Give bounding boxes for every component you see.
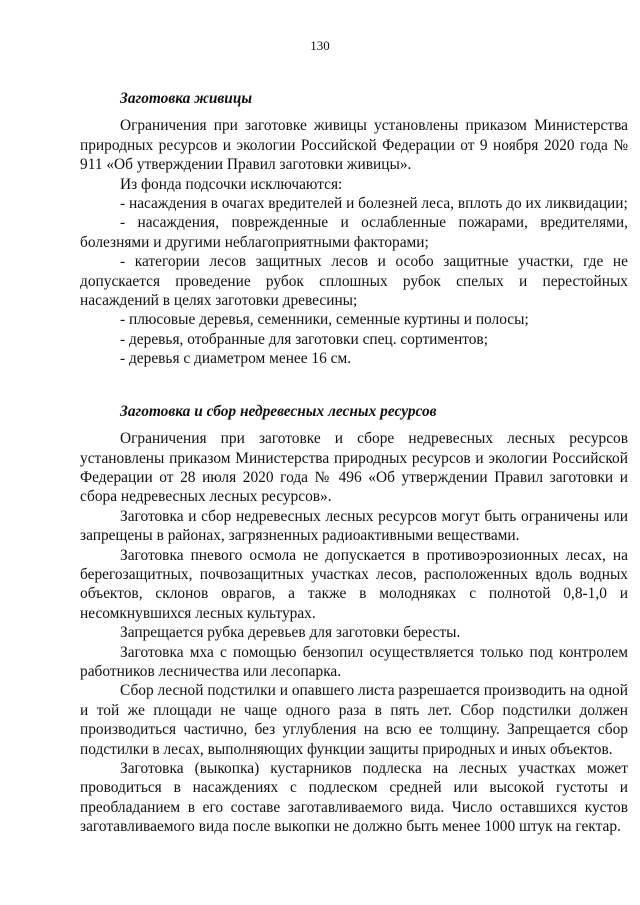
list-item: - насаждения в очагах вредителей и болезней леса, вплоть до их ликвидации; bbox=[120, 195, 628, 213]
list-item: - плюсовые деревья, семенники, семенные куртины и полосы; bbox=[120, 311, 529, 329]
paragraph: Ограничения при заготовке живицы установлены приказом Министерства природных ресурсов и экологии Российской Федерации от 9 ноября 2020 года № 911 «Об утверждении Правил заготовки живицы». bbox=[80, 117, 628, 174]
list-item: - насаждения, поврежденные и ослабленные пожарами, вредителями, болезнями и другими неблагоприятными факторами; bbox=[80, 214, 628, 251]
paragraph: Из фонда подсочки исключаются: bbox=[120, 175, 343, 193]
paragraph: Ограничения при заготовке и сборе недревесных лесных ресурсов установлены приказом Министерства природных ресурсов и экологии Российской Федерации от 28 июля 2020 года № 496 «Об утверждении Правил заготовки и сбора недревесных лесных ресурсов». bbox=[80, 430, 628, 506]
paragraph: Запрещается рубка деревьев для заготовки бересты. bbox=[120, 624, 461, 642]
paragraph: Заготовка и сбор недревесных лесных ресурсов могут быть ограничены или запрещены в районах, загрязненных радиоактивными веществами. bbox=[80, 507, 628, 545]
section-heading-resin: Заготовка живицы bbox=[120, 90, 253, 107]
section-heading-non-timber: Заготовка и сбор недревесных лесных ресурсов bbox=[120, 402, 437, 420]
paragraph: Заготовка мха с помощью бензопил осуществляется только под контролем работников лесничества или лесопарка. bbox=[80, 643, 628, 680]
list-item: - категории лесов защитных лесов и особо защитные участки, где не допускается проведение рубок сплошных рубок спелых и перестойных насаждений в целях заготовки древесины; bbox=[80, 253, 628, 310]
paragraph: Заготовка (выкопка) кустарников подлеска на лесных участках может проводиться в насаждениях с подлеском средней или высокой густоты и преобладанием в его составе заготавливаемого вида. Число оставшихся кустов заготавливаемого вида после выкопки не должно быть менее 1000 штук на гектар. bbox=[80, 760, 628, 836]
page-number: 130 bbox=[310, 38, 330, 53]
paragraph: Сбор лесной подстилки и опавшего листа разрешается производить на одной и той же площади не чаще одного раза в пять лет. Сбор подстилки должен производиться частично, без углубления на всю ее толщину. Запрещается сбор подстилки в лесах, выполняющих функции защиты природных и иных объектов. bbox=[80, 682, 628, 758]
paragraph: Заготовка пневого осмола не допускается в противоэрозионных лесах, на берегозащитных, почвозащитных участках лесов, расположенных вдоль водных объектов, склонов оврагов, а также в молодняках с полнотой 0,8-1,0 и несомкнувшихся лесных культурах. bbox=[80, 546, 628, 622]
list-item: - деревья с диаметром менее 16 см. bbox=[120, 350, 352, 368]
page-content bbox=[80, 89, 628, 837]
list-item: - деревья, отобранные для заготовки спец. сортиментов; bbox=[120, 330, 488, 348]
